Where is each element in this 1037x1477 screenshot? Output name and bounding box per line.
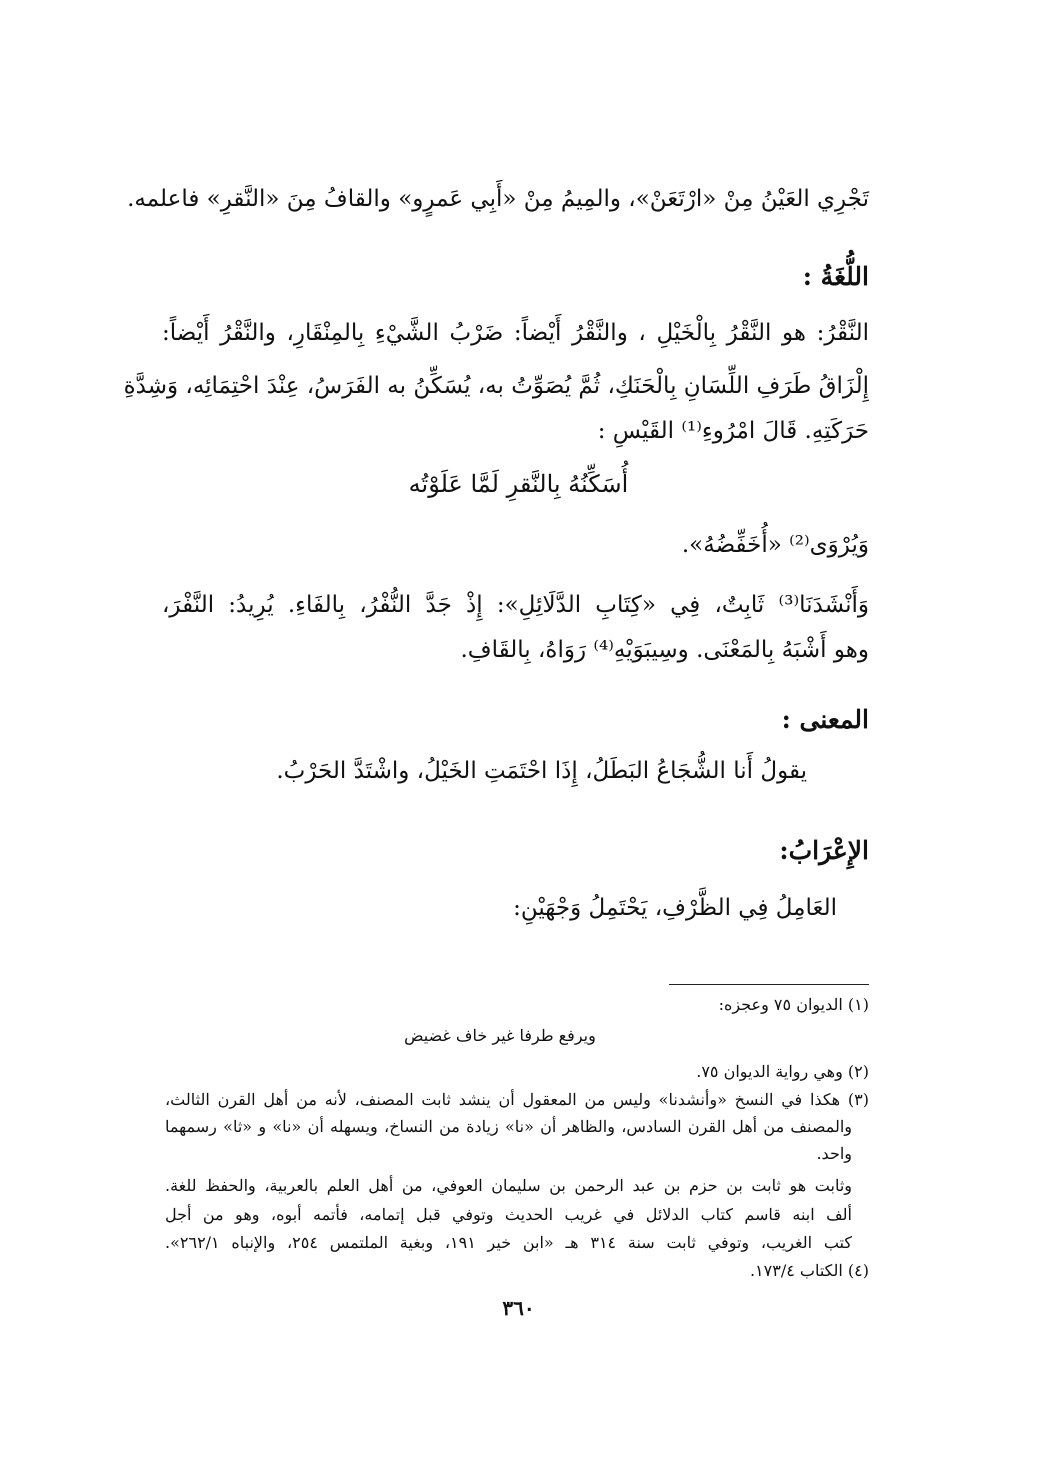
heading-lugha: اللُّغَةُ : bbox=[802, 262, 869, 291]
footnote-1: (١) الديوان ٧٥ وعجزه: bbox=[718, 995, 869, 1014]
footnote-4: (٤) الكتاب ١٧٣/٤. bbox=[749, 1261, 869, 1280]
footnote-2: (٢) وهي رواية الديوان ٧٥. bbox=[696, 1062, 869, 1081]
footnote-3-line: كتب الغريب، وتوفي ثابت سنة ٣١٤ هـ «ابن خير ١٩١، وبغية الملتمس ٢٥٤، والإنباه ٢٦٢/١». bbox=[165, 1233, 852, 1252]
paragraph-line: يقولُ أَنا الشُّجَاعُ البَطَلُ، إِذَا احْتَمَتِ الخَيْلُ، واشْتَدَّ الحَرْبُ. bbox=[276, 758, 807, 784]
footnote-1-verse: ويرفع طرفا غير خاف غضيض bbox=[404, 1026, 596, 1045]
paragraph-line: حَرَكَتِهِ. قَالَ امْرُوءِ⁽¹⁾ القَيْسِ : bbox=[597, 418, 869, 444]
footnote-3-line: واحد. bbox=[816, 1144, 852, 1163]
footnote-3-line: وثابت هو ثابت بن حزم بن عبد الرحمن بن سليمان العوفي، من أهل العلم بالعربية، والحفظ للغة. bbox=[165, 1176, 852, 1195]
paragraph-line: النَّقْرُ: هو النَّقْرُ بِالْخَيْلِ ، والنَّقْرُ أَيْضاً: ضَرْبُ الشَّيْءِ بِالمِنْقَارِ، والنَّقْرُ أَيْضاً: bbox=[162, 320, 869, 346]
footnote-divider bbox=[669, 984, 869, 985]
footnote-3-line: والمصنف من أهل القرن السادس، والظاهر أن «نا» زيادة من النساخ، ويسهله أن «نا» و «ثا» رسمهما bbox=[165, 1117, 852, 1136]
paragraph-line: إِلْزَاقُ طَرَفِ اللِّسَانِ بِالْحَنَكِ، ثُمَّ يُصَوِّتُ به، يُسَكِّنُ به الفَرَسُ، عِنْدَ احْتِمَائِه، وَشِدَّةِ bbox=[123, 373, 869, 399]
paragraph-line: العَامِلُ فِي الظَّرْفِ، يَحْتَمِلُ وَجْهَيْنِ: bbox=[513, 895, 837, 921]
text-line: تَجْرِي العَيْنُ مِنْ «ارْتَعَنْ»، والمِيمُ مِنْ «أَبِي عَمرٍو» والقافُ مِنَ «النَّقرِ» فاعلمه. bbox=[127, 186, 869, 212]
heading-irab: الإِعْرَابُ: bbox=[779, 836, 869, 865]
footnote-3-line: (٣) هكذا في النسخ «وأنشدنا» وليس من المعقول أن ينشد ثابت المصنف، لأنه من أهل القرن الثالث، bbox=[165, 1090, 869, 1109]
heading-maana: المعنى : bbox=[781, 705, 869, 734]
page-number: ٣٦٠ bbox=[502, 1296, 535, 1320]
paragraph-line: وهو أَشْبَهُ بِالمَعْنَى. وسِيبَوَيْهِ⁽⁴⁾ رَوَاهُ، بِالقَافِ. bbox=[460, 637, 869, 663]
footnote-3-line: ألف ابنه قاسم كتاب الدلائل في غريب الحديث وتوفي قبل إتمامه، فأتمه أبوه، وهو من أجل bbox=[165, 1205, 852, 1224]
verse-line: أُسَكِّنُهُ بِالنَّقرِ لَمَّا عَلَوْتُه bbox=[408, 470, 629, 498]
paragraph-line: وَيُرْوَى⁽²⁾ «أُخَفِّضُهُ». bbox=[681, 532, 869, 558]
paragraph-line: وَأَنْشَدَنَا⁽³⁾ ثَابِتٌ، فِي «كِتَابِ الدَّلَائِلِ»: إِذْ جَدَّ النُّفْرُ، بِالفَاءِ. يُرِيدُ: النَّفْرَ، bbox=[162, 592, 869, 618]
